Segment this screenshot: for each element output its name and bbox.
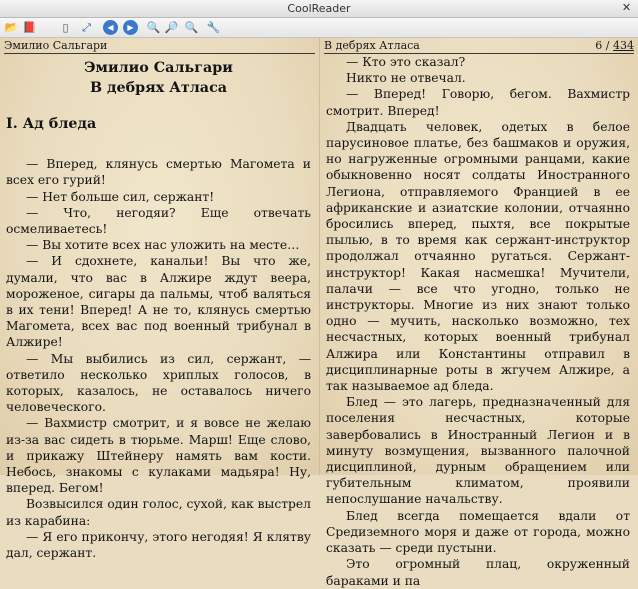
title-bar [0, 0, 638, 18]
zoom-out-icon[interactable]: 🔎 [164, 21, 179, 34]
arrow-left-circle-icon[interactable]: ◀ [103, 20, 118, 35]
paragraph: — Вы хотите всех нас уложить на месте… [26, 238, 300, 253]
search-icon[interactable]: 🔍 [184, 21, 199, 34]
paragraph: Возвысился один голос, сухой, как выстрел из карабина: [6, 497, 311, 528]
document-icon[interactable]: ▯ [62, 21, 69, 34]
header-author: Эмилио Сальгари [4, 39, 108, 52]
paragraph: — Нет больше сил, сержант! [26, 189, 215, 204]
page-indicator [595, 38, 634, 53]
current-page: 6 [595, 39, 603, 52]
folder-open-icon[interactable]: 📂 [4, 21, 19, 34]
arrow-right-circle-icon[interactable]: ▶ [123, 20, 138, 35]
paragraph: Блед — это лагерь, предназначенный для поселения несчастных, которые завербовались в Иностранный Легион и в минуту возмущения, вызванного палочной дисциплиной, дурным обращением или губительным климатом, проявили непослушание начальству. [326, 395, 630, 507]
total-pages: 434 [613, 39, 634, 52]
zoom-in-icon[interactable]: 🔍 [146, 21, 161, 34]
left-page-header [4, 38, 315, 54]
fullscreen-icon[interactable]: ⤢ [82, 20, 91, 34]
right-page-content [326, 54, 630, 589]
paragraph: — Я его прикончу, этого негодяя! Я клятву дал, сержант. [6, 529, 311, 561]
paragraph: Это огромный плац, окруженный бараками и па [326, 557, 630, 588]
paragraph: — Вперед! Говорю, бегом. Вахмистр смотрит. Вперед! [326, 87, 630, 118]
paragraph: — Что, негодяи? Еще отвечать осмеливаетесь! [6, 205, 311, 237]
toolbar [0, 18, 638, 38]
books-icon[interactable]: 📕 [22, 21, 37, 34]
paragraph: — Кто это сказал? [346, 55, 466, 69]
paragraph: Никто не отвечал. [346, 71, 466, 86]
right-page[interactable] [319, 38, 638, 588]
paragraph: — Мы выбились из сил, сержант, — ответило несколько хриплых голосов, в которых, казалось, не оставалось ничего человеческого. [6, 351, 311, 415]
paragraph: Блед всегда помещается вдали от Средиземного моря и даже от города, можно сказать — среди пустыни. [326, 508, 630, 556]
book-author: Эмилио Сальгари [84, 60, 233, 76]
header-book-title: В дебрях Атласа [324, 39, 420, 52]
window-title: CoolReader [287, 2, 351, 15]
paragraph: — И сдохнете, канальи! Вы что же, думали, что вас в Алжире ждут веера, мороженое, сигары да пальмы, чтоб валяться в их тени! Вперед! А не то, клянусь смертью Магомета, всех вас под военный трибунал в Алжире! [6, 254, 311, 350]
page-separator: / [602, 39, 613, 52]
paragraph: Двадцать человек, одетых в белое парусиновое платье, без башмаков и оружия, но нагруженные огромными ранцами, какие обыкновенно носят солдаты Иностранного Легиона, отправляемого Францией в ее африканские и азиатские колонии, отчаянно бросились вперед, пыхтя, все покрытые пылью, в то время как сержант-инструктор продолжал отчаянно ругаться. Сержант-инструктор! Какая насмешка! Мучители, палачи — все что угодно, только не инструкторы. Многие из них знают только одно — мучить, насколько возможно, тех несчастных, которых военный трибунал Алжира или Константины отправил в дисциплинарные роты в жгучем Алжире, а так называемое ад бледа. [326, 119, 630, 394]
chapter-title: I. Ад бледа [6, 116, 97, 132]
close-icon[interactable]: ✕ [621, 1, 632, 14]
book-title: В дебрях Атласа [89, 80, 228, 96]
left-page[interactable] [0, 38, 319, 561]
right-page-header [324, 38, 634, 54]
wrench-icon[interactable]: 🔧 [206, 21, 221, 34]
paragraph: — Вахмистр смотрит, и я вовсе не желаю из-за вас сидеть в тюрьме. Марш! Еще слово, и прикажу Штейнеру намять вам кости. Небось, знакомы с кулаками мадьяра! Ну, вперед. Бегом! [6, 416, 311, 496]
left-page-content [6, 54, 311, 561]
paragraph: — Вперед, клянусь смертью Магомета и всех его гурий! [6, 157, 311, 188]
